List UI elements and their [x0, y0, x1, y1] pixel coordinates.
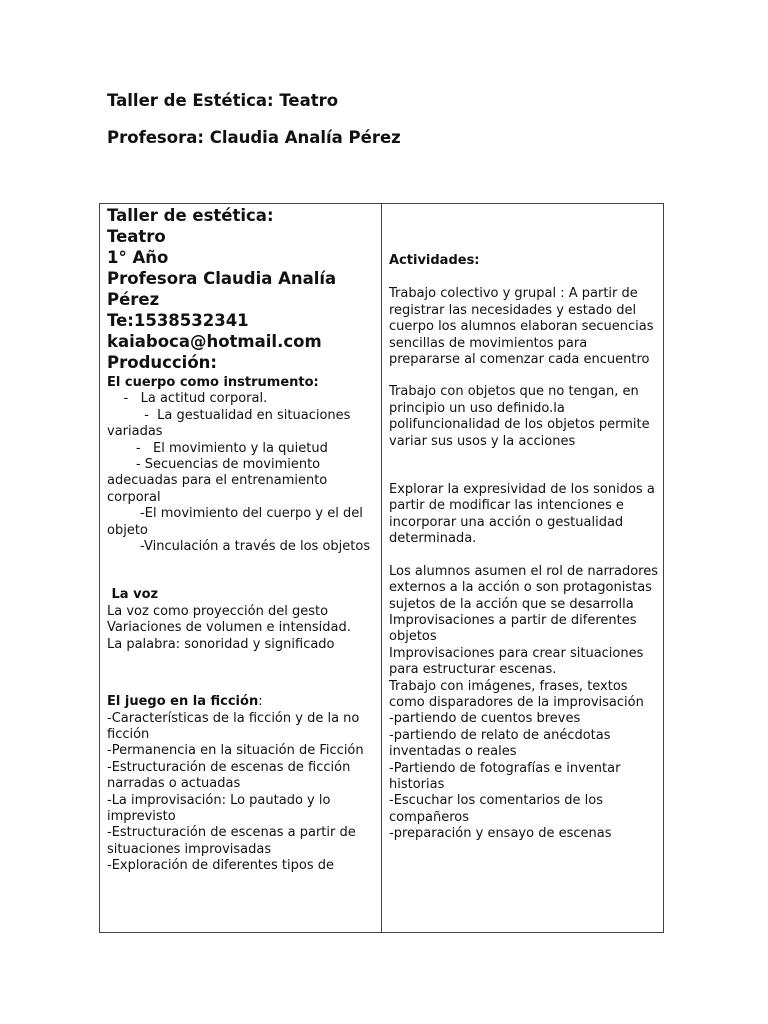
list-item: -Estructuración de escenas a partir de situaciones improvisadas [107, 825, 356, 857]
column-divider [381, 204, 382, 932]
heading-line: Producción: [107, 353, 218, 372]
activity-paragraph: Explorar la expresividad de los sonidos a partir de modificar las intenciones e incorporar una acción o gestualidad determinada. [389, 482, 655, 547]
list-item: -Permanencia en la situación de Ficción [107, 743, 364, 759]
teacher-line: Profesora: Claudia Analía Pérez [107, 128, 401, 147]
activity-item: -preparación y ensayo de escenas [389, 826, 612, 842]
email-line: kaiaboca@hotmail.com [107, 332, 322, 351]
list-item: La voz como proyección del gesto [107, 603, 329, 619]
heading-line: Pérez [107, 290, 160, 309]
heading-line: Profesora Claudia Analía [107, 269, 337, 288]
activity-item: Los alumnos asumen el rol de narradores externos a la acción o son protagonistas sujetos de la acción que se desarrolla [389, 563, 659, 612]
section-title-juego [107, 694, 375, 710]
list-item: -Estructuración de escenas de ficción narradas o actuadas [107, 759, 351, 792]
activity-paragraph: Trabajo con objetos que no tengan, en principio un uso definido.la polifuncionalidad de los objetos permite variar sus usos y la acciones [389, 384, 650, 449]
left-column [107, 204, 375, 875]
activity-item: Improvisaciones a partir de diferentes objetos [389, 612, 637, 645]
section-title-juego-colon: : [258, 694, 263, 710]
section-title-voz: La voz [107, 587, 159, 603]
document-title: Taller de Estética: Teatro [107, 91, 339, 110]
list-item: -La improvisación: Lo pautado y lo imprevisto [107, 792, 331, 824]
list-item: - La gestualidad en situaciones variadas [107, 407, 355, 440]
section-title-juego-text: El juego en la ficción [107, 694, 259, 710]
section-title-cuerpo: El cuerpo como instrumento: [107, 375, 319, 390]
activity-item: -Partiendo de fotografías e inventar historias [389, 760, 621, 792]
activity-item: -Escuchar los comentarios de los compañeros [389, 793, 603, 825]
phone-line: Te:1538532341 [107, 311, 249, 330]
heading-line: 1° Año [107, 248, 169, 267]
list-item: La palabra: sonoridad y significado [107, 636, 335, 652]
list-item: -El movimiento del cuerpo y el del objeto [107, 506, 367, 538]
heading-line: Teatro [107, 227, 166, 246]
content-table [99, 203, 664, 933]
activity-item: Trabajo con imágenes, frases, textos como disparadores de la improvisación [389, 678, 644, 710]
right-column [389, 204, 659, 843]
list-item: - La actitud corporal. [107, 391, 268, 407]
list-item: - El movimiento y la quietud [107, 440, 328, 456]
activity-item: -partiendo de cuentos breves [389, 711, 581, 727]
list-item: -Características de la ficción y de la no ficción [107, 710, 360, 742]
activity-paragraph: Trabajo colectivo y grupal : A partir de registrar las necesidades y estado del cuerpo los alumnos elaboran secuencias sencillas de movimientos para prepararse al comenzar cada encuentro [389, 286, 654, 368]
heading-line: Taller de estética: [107, 206, 274, 225]
activities-title: Actividades: [389, 253, 480, 268]
activity-item: -partiendo de relato de anécdotas inventadas o reales [389, 727, 611, 760]
activity-item: Improvisaciones para crear situaciones para estructurar escenas. [389, 645, 644, 678]
list-item: -Vinculación a través de los objetos [107, 539, 371, 555]
list-item: -Exploración de diferentes tipos de [107, 858, 334, 874]
list-item: - Secuencias de movimiento adecuadas para el entrenamiento corporal [107, 457, 332, 505]
list-item: Variaciones de volumen e intensidad. [107, 620, 351, 636]
